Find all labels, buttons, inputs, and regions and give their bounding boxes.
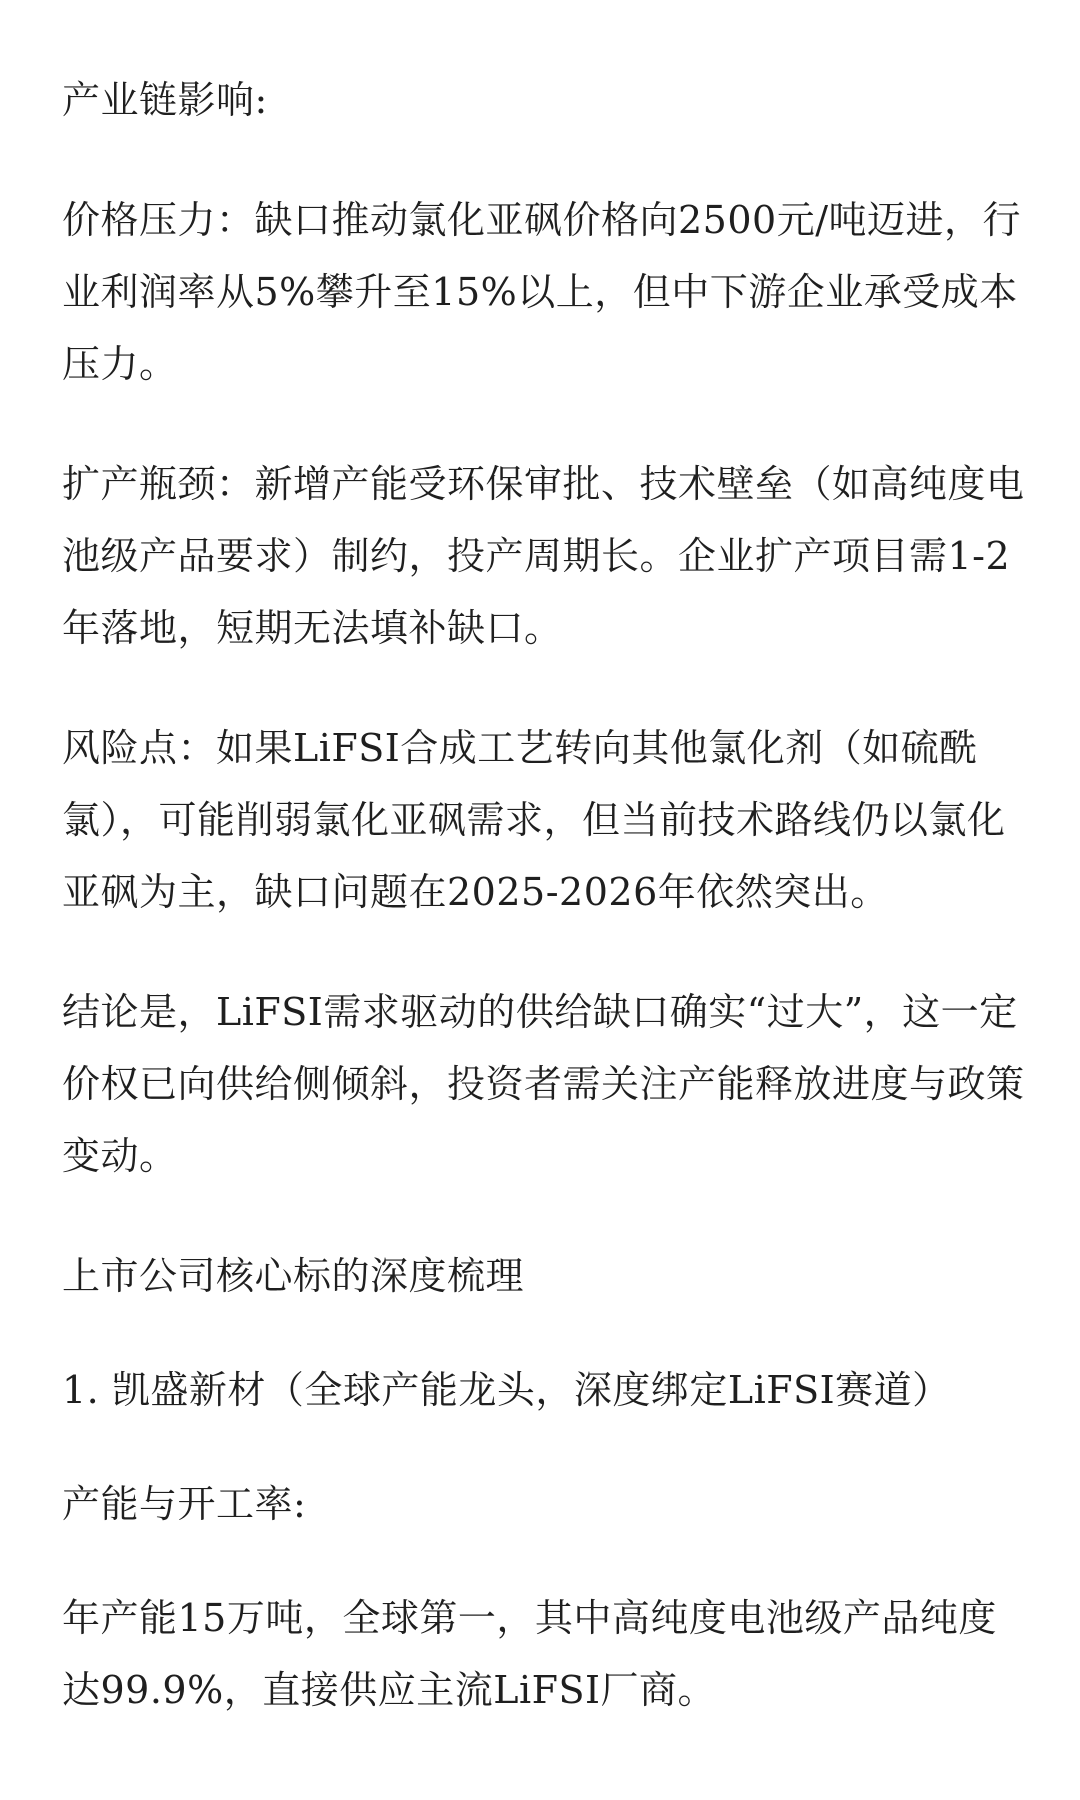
paragraph-expansion-bottleneck: 扩产瓶颈：新增产能受环保审批、技术壁垒（如高纯度电池级产品要求）制约，投产周期长。企业扩产项目需1-2年落地，短期无法填补缺口。 — [62, 462, 1025, 650]
company-heading-kaisheng: 1. 凯盛新材（全球产能龙头，深度绑定LiFSI赛道） — [62, 1368, 951, 1412]
section-heading-industry-impact: 产业链影响: — [62, 78, 268, 122]
subheading-capacity-utilization: 产能与开工率: — [62, 1482, 307, 1526]
paragraph-conclusion: 结论是，LiFSI需求驱动的供给缺口确实“过大”，这一定价权已向供给侧倾斜，投资者需关注产能释放进度与政策变动。 — [62, 990, 1025, 1178]
paragraph-risk-points: 风险点：如果LiFSI合成工艺转向其他氯化剂（如硫酰氯），可能削弱氯化亚砜需求，但当前技术路线仍以氯化亚砜为主，缺口问题在2025-2026年依然突出。 — [62, 726, 1006, 914]
section-heading-listed-companies: 上市公司核心标的深度梳理 — [62, 1254, 525, 1298]
paragraph-annual-capacity: 年产能15万吨，全球第一，其中高纯度电池级产品纯度达99.9%，直接供应主流LiFSI厂商。 — [62, 1596, 997, 1712]
paragraph-price-pressure: 价格压力：缺口推动氯化亚砜价格向2500元/吨迈进，行业利润率从5%攀升至15%以上，但中下游企业承受成本压力。 — [62, 198, 1022, 386]
